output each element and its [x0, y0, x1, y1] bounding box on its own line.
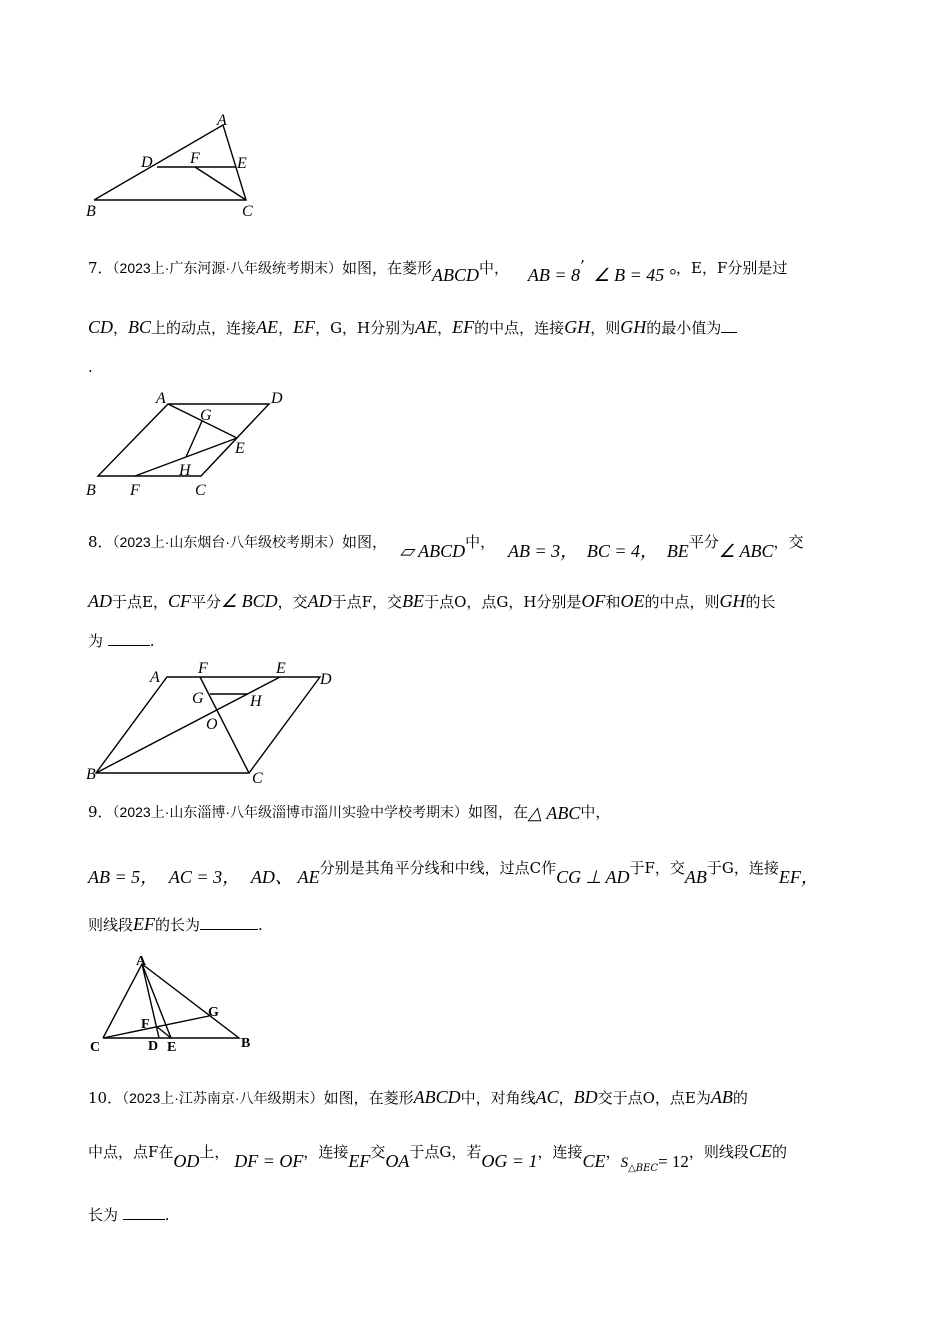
- segment-cg: [103, 1016, 209, 1038]
- label-b: B: [241, 1036, 251, 1051]
- q7-line3: .: [88, 358, 93, 376]
- label-a: A: [150, 669, 160, 686]
- figure-rhombus-q7: [80, 385, 300, 500]
- label-o: O: [206, 716, 218, 733]
- label-e: E: [167, 1040, 177, 1055]
- q8-line1: 8．（2023上·山东烟台·八年级校考期末）如图， ▱ ABCD中， AB = 3， BC = 4， BE平分∠ ABC，交: [88, 533, 804, 561]
- q8-answer-blank[interactable]: [108, 645, 150, 646]
- label-f: F: [141, 1017, 150, 1032]
- label-g: G: [208, 1005, 219, 1020]
- label-b: B: [86, 203, 96, 220]
- q7-answer-blank[interactable]: [721, 332, 737, 333]
- q10-source: （2023上·江苏南京·八年级期末）: [122, 1090, 324, 1106]
- q10-number: 10．: [88, 1089, 123, 1107]
- segment-be: [96, 677, 280, 773]
- q10-answer-blank[interactable]: [123, 1219, 165, 1220]
- label-a: A: [217, 112, 227, 129]
- label-e: E: [235, 440, 245, 457]
- q9-number: 9．: [88, 803, 113, 821]
- q8-line2: AD于点E，CF平分∠ BCD，交AD于点F，交BE于点O，点G，H分别是OF和OE的中点，则GH的长: [88, 591, 776, 611]
- label-g: G: [192, 690, 204, 707]
- label-e: E: [237, 155, 247, 172]
- q7-source: （2023上·广东河源·八年级统考期末）: [112, 260, 343, 276]
- figure-triangle-q9: [85, 950, 270, 1060]
- q9-line3: 则线段EF的长为 .: [88, 914, 263, 934]
- q9-source: （2023上·山东淄博·八年级淄博市淄川实验中学校考期末）: [112, 804, 469, 820]
- q9-answer-blank[interactable]: [200, 929, 258, 930]
- label-b: B: [86, 766, 96, 783]
- figure-triangle-abc-def: [80, 110, 270, 225]
- q8-line3: 为 .: [88, 632, 155, 650]
- q9-line1: 9．（2023上·山东淄博·八年级淄博市淄川实验中学校考期末）如图，在△ ABC中，: [88, 803, 611, 823]
- label-d: D: [320, 671, 332, 688]
- label-c: C: [242, 203, 253, 220]
- triangle-abc: [94, 125, 246, 200]
- q10-line2: 中点，点F在OD上， DF = OF，连接EF交OA于点G，若OG = 1，连接CE，$S_{\triangle BEC}= 12$，则线段CE的: [88, 1141, 787, 1174]
- q7-number: 7．: [88, 259, 113, 277]
- label-d: D: [148, 1039, 159, 1054]
- label-c: C: [195, 482, 206, 499]
- label-f: F: [130, 482, 140, 499]
- label-h: H: [179, 462, 191, 479]
- label-a: A: [156, 390, 166, 407]
- q7-line2: CD，BC上的动点，连接AE，EF，G，H分别为AE，EF的中点，连接GH，则GH的最小值为: [88, 316, 868, 339]
- q10-line3: 长为 .: [88, 1206, 170, 1224]
- q7-line1: 7．（2023上·广东河源·八年级统考期末）如图，在菱形ABCD中， AB = 8’ ∠ B = 45 °，E，F分别是过: [88, 257, 788, 285]
- label-f: F: [190, 150, 200, 167]
- label-c: C: [252, 770, 263, 785]
- label-d: D: [141, 154, 153, 171]
- label-g: G: [200, 407, 212, 424]
- figure-parallelogram-q8: [80, 655, 350, 785]
- label-b: B: [86, 482, 96, 499]
- q10-line1: 10．（2023上·江苏南京·八年级期末）如图，在菱形ABCD中，对角线AC，BD交于点O，点E为AB的: [88, 1087, 748, 1107]
- q8-number: 8．: [88, 533, 113, 551]
- triangle-abc: [103, 964, 239, 1038]
- q9-line2: AB = 5， AC = 3， AD、 AE分别是其角平分线和中线，过点C作CG ⊥ AD于F，交AB于G，连接EF，: [88, 859, 819, 887]
- label-f: F: [198, 660, 208, 677]
- label-d: D: [271, 390, 283, 407]
- label-a: A: [136, 954, 147, 969]
- q7-rhombus: ABCD: [432, 265, 480, 285]
- label-c: C: [90, 1040, 101, 1055]
- q8-source: （2023上·山东烟台·八年级校考期末）: [112, 534, 343, 550]
- label-h: H: [250, 693, 262, 710]
- label-e: E: [276, 660, 286, 677]
